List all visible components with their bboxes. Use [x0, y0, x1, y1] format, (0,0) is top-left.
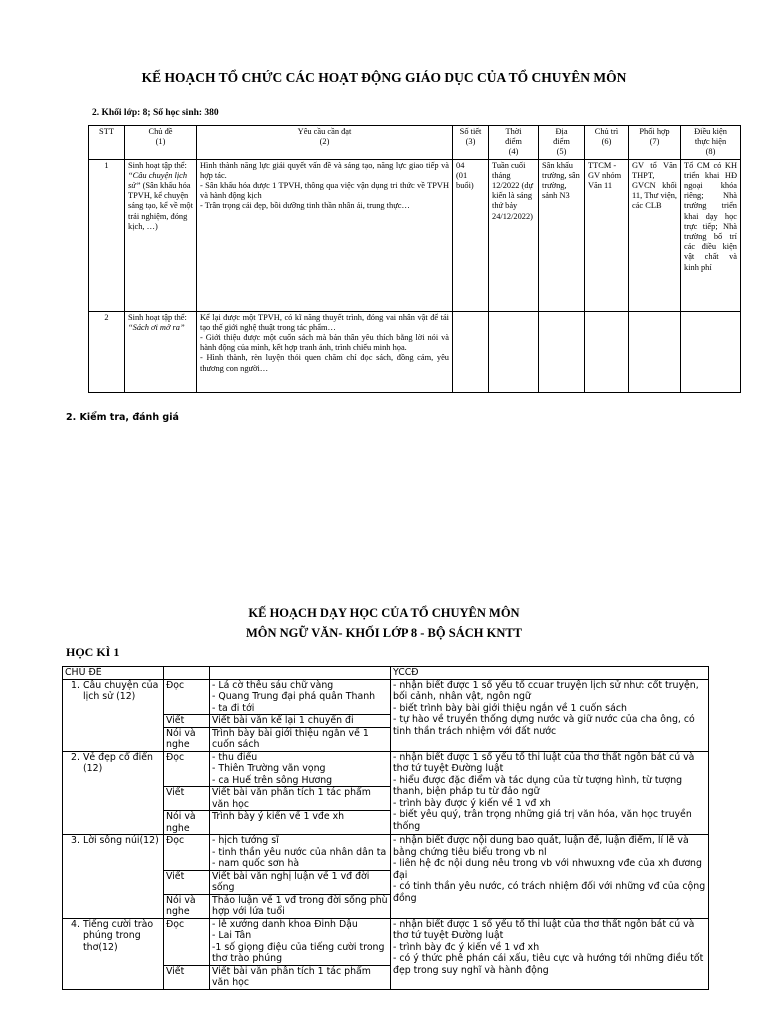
row-thoi-diem: Tuần cuối tháng 12/2022 (dự kiến là sáng thứ bảy 24/12/2022) — [489, 159, 539, 311]
grade-info: 2. Khối lớp: 8; Số học sinh: 380 — [92, 108, 219, 118]
teaching-plan-table — [62, 666, 709, 990]
skill-content: - hịch tướng sĩ - tinh thần yêu nước của nhân dân ta - nam quốc sơn hà — [210, 835, 391, 871]
row-yeu-cau: Kể lại được một TPVH, có kĩ năng thuyết trình, đóng vai nhân vật để tái tạo thế giới nghệ thuật trong tác phẩm… - Giới thiệu được một cuốn sách mà bản thân yêu thích bằng lời nói và hành động của mình, kết hợp tranh ảnh, trình chiếu minh họa. - Hình thành, rèn luyện thói quen chăm chỉ đọc sách, đồng cảm, yêu thương con người… — [197, 311, 453, 392]
topic-title: Vẻ đẹp cổ điển (12) — [83, 751, 153, 774]
skill-content: - thu điếu - Thiên Trường vãn vọng - ca Huế trên sông Hương — [210, 751, 391, 787]
row-dieu-kien — [681, 311, 741, 392]
skill-name: Viết — [164, 870, 210, 894]
skill-content: - Lá cờ thêu sáu chữ vàng - Quang Trung đại phá quân Thanh - ta đi tới — [210, 679, 391, 715]
header-dia-diem: Địa điểm (5) — [539, 126, 585, 160]
plan-title: KẾ HOẠCH DẠY HỌC CỦA TỔ CHUYÊN MÔN — [248, 606, 520, 620]
skill-name: Viết — [164, 965, 210, 989]
header-yeu-cau: Yêu cầu cần đạt (2) — [197, 126, 453, 160]
table-row — [63, 679, 709, 715]
row-dia-diem: Sân khấu trường, sân trường, sảnh N3 — [539, 159, 585, 311]
row-so-tiet — [453, 311, 489, 392]
skill-content: - lễ xướng danh khoa Đinh Dậu - Lai Tân -1 số giọng điệu của tiếng cười trong thơ trào phúng — [210, 918, 391, 965]
skill-content: Viết bài văn phân tích 1 tác phẩm văn học — [210, 965, 391, 989]
chu-de-title: “Sách ơi mở ra” — [128, 322, 185, 332]
topic-number: 3. — [71, 835, 80, 846]
skill-content: Trình bày bài giới thiệu ngắn về 1 cuốn sách — [210, 727, 391, 751]
row-yeu-cau: Hình thành năng lực giải quyết vấn đề và sáng tạo, năng lực giao tiếp và hợp tác. - Sân khấu hóa được 1 TPVH, thông qua việc vận dụng tri thức về TPVH và hành động kịch - Trân trọng cái đẹp, bồi dưỡng tinh thần nhân ái, trung thực… — [197, 159, 453, 311]
skill-content: Thảo luận về 1 vđ trong đời sống phù hợp với lứa tuổi — [210, 894, 391, 918]
topic-yccd: - nhận biết được nội dung bao quát, luận đề, luận điểm, lí lẽ và bằng chứng tiêu biểu trong vb nl - liên hệ đc nội dung nêu trong vb với nhwuxng vđe của xh đương đại - có tinh thần yêu nước, có trách nhiệm đối với những vđ của cộng đồng — [391, 835, 709, 919]
plan-header-row — [63, 667, 709, 680]
chu-de-suffix: (Sân khấu hóa TPVH, kể chuyện sáng tạo, kể về một trải nghiệm, đóng kịch, …) — [128, 181, 193, 231]
topic-number: 2. — [71, 751, 80, 763]
topic-title: Câu chuyện của lịch sử (12) — [83, 679, 159, 702]
row-chu-tri — [585, 311, 629, 392]
skill-name: Đọc — [164, 751, 210, 787]
row-so-tiet: 04 (01 buổi) — [453, 159, 489, 311]
row-phoi-hop: GV tổ Văn THPT, GVCN khối 11, Thư viện, các CLB — [629, 159, 681, 311]
header-chu-de: CHỦ ĐỀ — [63, 667, 164, 680]
row-dia-diem — [539, 311, 585, 392]
table-row — [63, 751, 709, 787]
row-stt: 2 — [89, 311, 125, 392]
semester-heading: HỌC KÌ 1 — [66, 645, 120, 659]
skill-content: Viết bài văn nghị luận về 1 vđ đời sống — [210, 870, 391, 894]
skill-name: Đọc — [164, 918, 210, 965]
header-chu-tri: Chủ trì (6) — [585, 126, 629, 160]
skill-content: Viết bài văn phân tích 1 tác phẩm văn học — [210, 787, 391, 811]
topic-title: Lời sông núi(12) — [83, 835, 159, 846]
chu-de-prefix: Sinh hoạt tập thể: — [128, 312, 187, 322]
table-row — [89, 311, 741, 392]
row-phoi-hop — [629, 311, 681, 392]
topic-title: Tiếng cười trào phúng trong thơ(12) — [83, 918, 154, 953]
topic-cell — [63, 835, 164, 919]
row-chu-de — [125, 159, 197, 311]
topic-cell — [63, 751, 164, 835]
topic-number: 4. — [71, 918, 80, 930]
skill-name: Nói và nghe — [164, 727, 210, 751]
header-empty — [210, 667, 391, 680]
header-so-tiet: Số tiết (3) — [453, 126, 489, 160]
header-empty — [164, 667, 210, 680]
header-stt: STT — [89, 126, 125, 160]
row-dieu-kien: Tổ CM có KH triển khai HĐ ngoại khóa riêng; Nhà trường triển khai dạy học trực tiếp; Nhà trường bố trí các điều kiện vật chất và kinh phí — [681, 159, 741, 311]
header-chu-de: Chủ đề (1) — [125, 126, 197, 160]
row-chu-tri: TTCM - GV nhóm Văn 11 — [585, 159, 629, 311]
skill-name: Đọc — [164, 835, 210, 871]
table-row — [63, 918, 709, 965]
row-stt: 1 — [89, 159, 125, 311]
header-thoi-diem: Thời điểm (4) — [489, 126, 539, 160]
skill-content: Trình bày ý kiến về 1 vđe xh — [210, 811, 391, 835]
topic-yccd: - nhận biết được 1 số yếu tố thi luật của thơ thất ngôn bát cú và thơ tứ tuyệt Đường luật - hiểu được đặc điểm và tác dụng của từ tượng hình, từ tượng thanh, biện pháp tu từ đảo ngữ - trình bày được ý kiến về 1 vđ xh - biết yêu quý, trân trọng những giá trị văn hóa, văn học truyền thống — [391, 751, 709, 835]
row-thoi-diem — [489, 311, 539, 392]
topic-number: 1. — [71, 679, 80, 691]
page-title: KẾ HOẠCH TỔ CHỨC CÁC HOẠT ĐỘNG GIÁO DỤC CỦA TỔ CHUYÊN MÔN — [141, 70, 627, 85]
plan-subtitle: MÔN NGỮ VĂN- KHỐI LỚP 8 - BỘ SÁCH KNTT — [245, 626, 523, 640]
skill-name: Nói và nghe — [164, 811, 210, 835]
skill-content: Viết bài văn kể lại 1 chuyến đi — [210, 715, 391, 728]
activities-header-row — [89, 126, 741, 160]
skill-name: Đọc — [164, 679, 210, 715]
skill-name: Nói và nghe — [164, 894, 210, 918]
chu-de-prefix: Sinh hoạt tập thể: — [128, 160, 187, 170]
skill-name: Viết — [164, 715, 210, 728]
chu-de-title: “Câu chuyện lịch sử” — [128, 170, 188, 191]
topic-cell — [63, 679, 164, 751]
skill-name: Viết — [164, 787, 210, 811]
topic-cell — [63, 918, 164, 989]
topic-yccd: - nhận biết được 1 số yếu tố ccuar truyện lịch sử như: cốt truyện, bối cảnh, nhân vật, ngôn ngữ - biết trình bày bài giới thiệu ngắn về 1 cuốn sách - tự hào về truyền thống dựng nước và giữ nước của cha ông, có tinh thần trách nhiệm với đất nước — [391, 679, 709, 751]
table-row — [63, 835, 709, 871]
row-chu-de — [125, 311, 197, 392]
section-heading-assessment: 2. Kiểm tra, đánh giá — [66, 412, 179, 423]
activities-table — [88, 125, 741, 393]
header-phoi-hop: Phối hợp (7) — [629, 126, 681, 160]
header-yccd: YCCĐ — [391, 667, 709, 680]
topic-yccd: - nhận biết được 1 số yếu tố thi luật của thơ thất ngôn bát cú và thơ tứ tuyệt Đường luật - trình bày đc ý kiến về 1 vđ xh - có ý thức phê phán cái xấu, tiêu cực và hướng tới những điều tốt đẹp trong suy nghĩ và hành động — [391, 918, 709, 989]
table-row — [89, 159, 741, 311]
header-dieu-kien: Điều kiện thực hiện (8) — [681, 126, 741, 160]
